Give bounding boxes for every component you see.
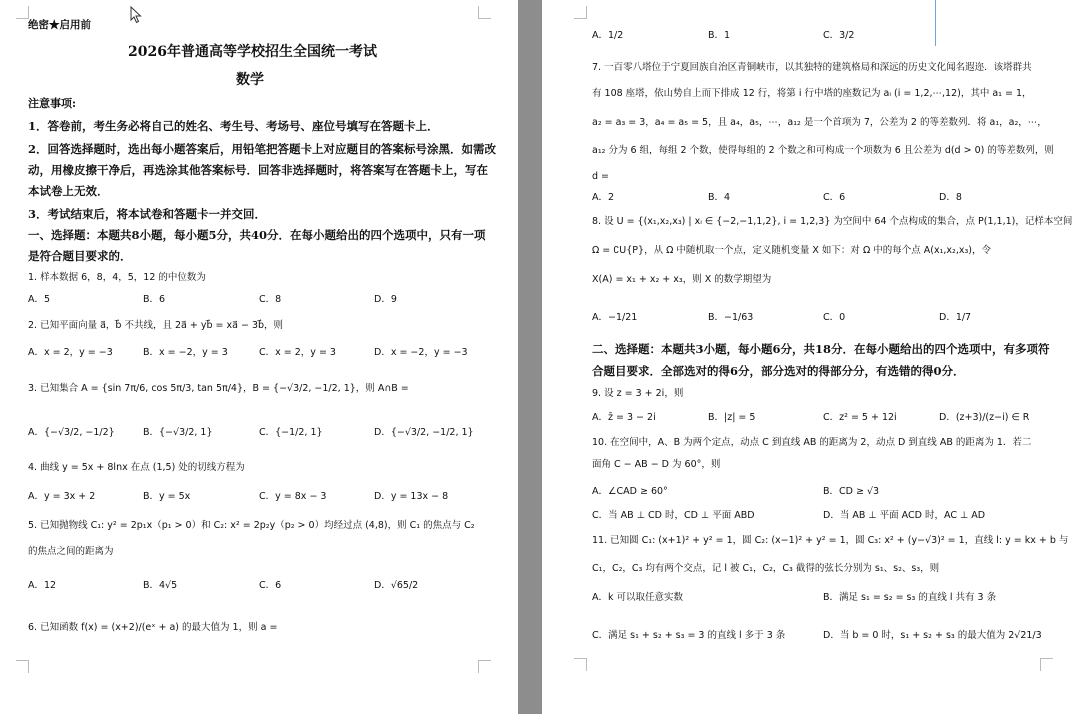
question-stem: C₁，C₂，C₃ 均有两个交点，记 l 被 C₁，C₂，C₃ 截得的弦长分别为 s₁、s₂、s₃，则 <box>592 563 940 574</box>
option: A．2 <box>592 192 615 203</box>
option: D．(z+3)/(z−i) ∈ R <box>939 412 1030 423</box>
option: B．y = 5x <box>143 491 191 502</box>
question-stem: 7. 一百零八塔位于宁夏回族自治区青铜峡市，以其独特的建筑格局和深远的历史文化闻名遐迩．该塔群共 <box>592 62 1032 73</box>
question-stem: a₁₂ 分为 6 组，每组 2 个数，使得每组的 2 个数之和可构成一个项数为 6 且公差为 d(d > 0) 的等差数列，则 <box>592 145 1054 156</box>
section-heading: 合题目要求．全部选对的得6分，部分选对的得部分分，有选错的得0分． <box>592 364 965 378</box>
option: A．−1/21 <box>592 312 638 323</box>
note-line: 本试卷上无效． <box>28 184 109 198</box>
question-stem: a₂ = a₃ = 3，a₄ = a₅ = 5，且 a₄，a₅，⋯，a₁₂ 是一个首项为 7，公差为 2 的等差数列．将 a₁，a₂，⋯， <box>592 117 1047 128</box>
option: C．x = 2，y = 3 <box>259 347 336 358</box>
section-heading: 二、选择题：本题共3小题，每小题6分，共18分．在每小题给出的四个选项中，有多项符 <box>592 342 1050 356</box>
question-stem: Ω = ∁U{P}，从 Ω 中随机取一个点，定义随机变量 X 如下：对 Ω 中的每个点 A(x₁,x₂,x₃)，令 <box>592 245 991 256</box>
option: D．x = −2，y = −3 <box>374 347 468 358</box>
page-gap <box>518 0 542 714</box>
option: B．4√5 <box>143 580 178 591</box>
text-caret-line <box>935 0 936 46</box>
question-stem: 有 108 座塔，依山势自上而下排成 12 行，将第 i 行中塔的座数记为 aᵢ (i = 1,2,⋯,12)，其中 a₁ = 1， <box>592 88 1032 99</box>
question-stem: 8. 设 U = {(x₁,x₂,x₃) | xᵢ ∈ {−2,−1,1,2}, i = 1,2,3} 为空间中 64 个点构成的集合，点 P(1,1,1)，记样本空间 <box>592 216 1073 227</box>
notes-heading: 注意事项: <box>28 97 77 110</box>
option: D．当 b = 0 时，s₁ + s₂ + s₃ 的最大值为 2√21/3 <box>823 630 1042 641</box>
question-stem: 5. 已知抛物线 C₁: y² = 2p₁x（p₁ > 0）和 C₂: x² = 2p₂y（p₂ > 0）均经过点 (4,8)，则 C₁ 的焦点与 C₂ <box>28 520 475 531</box>
page-corner-mark <box>574 658 587 671</box>
note-line: 2．回答选择题时，选出每小题答案后，用铅笔把答题卡上对应题目的答案标号涂黑．如需改 <box>28 142 496 156</box>
page-corner-mark <box>478 6 491 19</box>
option: D．√65/2 <box>374 580 419 591</box>
option: C．8 <box>259 294 282 305</box>
question-stem: d = <box>592 171 610 182</box>
option: B．CD ≥ √3 <box>823 486 880 497</box>
option: D．{−√3/2, −1/2, 1} <box>374 427 474 438</box>
option: C．当 AB ⊥ CD 时，CD ⊥ 平面 ABD <box>592 510 755 521</box>
question-stem: 9. 设 z = 3 + 2i，则 <box>592 388 684 399</box>
question-stem: 的焦点之间的距离为 <box>28 546 114 557</box>
option: B．|z| = 5 <box>708 412 756 423</box>
option: B．{−√3/2, 1} <box>143 427 213 438</box>
option: D．当 AB ⊥ 平面 ACD 时，AC ⊥ AD <box>823 510 986 521</box>
option: A．x = 2，y = −3 <box>28 347 113 358</box>
option: B．1 <box>708 30 731 41</box>
question-stem: 1. 样本数据 6，8，4，5，12 的中位数为 <box>28 272 206 283</box>
option: C．6 <box>259 580 282 591</box>
mouse-pointer-icon <box>130 6 142 24</box>
option: A．1/2 <box>592 30 624 41</box>
option: C．6 <box>823 192 846 203</box>
question-stem: 面角 C − AB − D 为 60°，则 <box>592 459 721 470</box>
option: C．{−1/2, 1} <box>259 427 323 438</box>
section-heading: 一、选择题：本题共8小题，每小题5分，共40分．在每小题给出的四个选项中，只有一项 <box>28 228 486 242</box>
exam-title: 2026年普通高等学校招生全国统一考试 <box>128 44 377 60</box>
option: D．8 <box>939 192 962 203</box>
option: A．k 可以取任意实数 <box>592 592 684 603</box>
option: C．y = 8x − 3 <box>259 491 327 502</box>
question-stem: 3. 已知集合 A = {sin 7π/6, cos 5π/3, tan 5π/4}，B = {−√3/2, −1/2, 1}，则 A∩B = <box>28 383 409 394</box>
question-stem: 10. 在空间中，A、B 为两个定点，动点 C 到直线 AB 的距离为 2，动点 D 到直线 AB 的距离为 1．若二 <box>592 437 1032 448</box>
question-stem: X(A) = x₁ + x₂ + x₃，则 X 的数学期望为 <box>592 274 772 285</box>
page-corner-mark <box>1040 658 1053 671</box>
option: D．y = 13x − 8 <box>374 491 449 502</box>
option: A．5 <box>28 294 51 305</box>
question-stem: 11. 已知圆 C₁: (x+1)² + y² = 1，圆 C₂: (x−1)² + y² = 1，圆 C₃: x² + (y−√3)² = 1，直线 l: y = kx + b 与 <box>592 535 1069 546</box>
subject-title: 数学 <box>236 72 264 88</box>
option: B．4 <box>708 192 731 203</box>
document-page-left <box>0 0 518 714</box>
document-page-right <box>542 0 1080 714</box>
page-corner-mark <box>16 660 29 673</box>
question-stem: 6. 已知函数 f(x) = (x+2)/(eˣ + a) 的最大值为 1，则 a = <box>28 622 278 633</box>
option: C．满足 s₁ + s₂ + s₃ = 3 的直线 l 多于 3 条 <box>592 630 786 641</box>
option: A．12 <box>28 580 57 591</box>
option: C．z² = 5 + 12i <box>823 412 897 423</box>
question-stem: 4. 曲线 y = 5x + 8lnx 在点 (1,5) 处的切线方程为 <box>28 462 245 473</box>
option: B．x = −2，y = 3 <box>143 347 228 358</box>
option: C．0 <box>823 312 846 323</box>
section-heading: 是符合题目要求的． <box>28 249 132 263</box>
secret-label: 绝密★启用前 <box>28 19 91 31</box>
option: A．{−√3/2, −1/2} <box>28 427 115 438</box>
question-stem: 2. 已知平面向量 a⃗，b⃗ 不共线，且 2a⃗ + yb⃗ = xa⃗ − 3b⃗，则 <box>28 320 284 331</box>
option: D．9 <box>374 294 397 305</box>
page-corner-mark <box>478 660 491 673</box>
option: B．满足 s₁ = s₂ = s₃ 的直线 l 共有 3 条 <box>823 592 997 603</box>
option: A．y = 3x + 2 <box>28 491 96 502</box>
note-line: 3．考试结束后，将本试卷和答题卡一并交回． <box>28 207 266 221</box>
option: D．1/7 <box>939 312 972 323</box>
option: B．6 <box>143 294 166 305</box>
page-corner-mark <box>574 6 587 19</box>
option: C．3/2 <box>823 30 855 41</box>
option: A．∠CAD ≥ 60° <box>592 486 668 497</box>
option: B．−1/63 <box>708 312 754 323</box>
note-line: 动，用橡皮擦干净后，再选涂其他答案标号．回答非选择题时，将答案写在答题卡上，写在 <box>28 163 488 177</box>
note-line: 1．答卷前，考生务必将自己的姓名、考生号、考场号、座位号填写在答题卡上． <box>28 119 439 133</box>
option: A．z̄ = 3 − 2i <box>592 412 656 423</box>
